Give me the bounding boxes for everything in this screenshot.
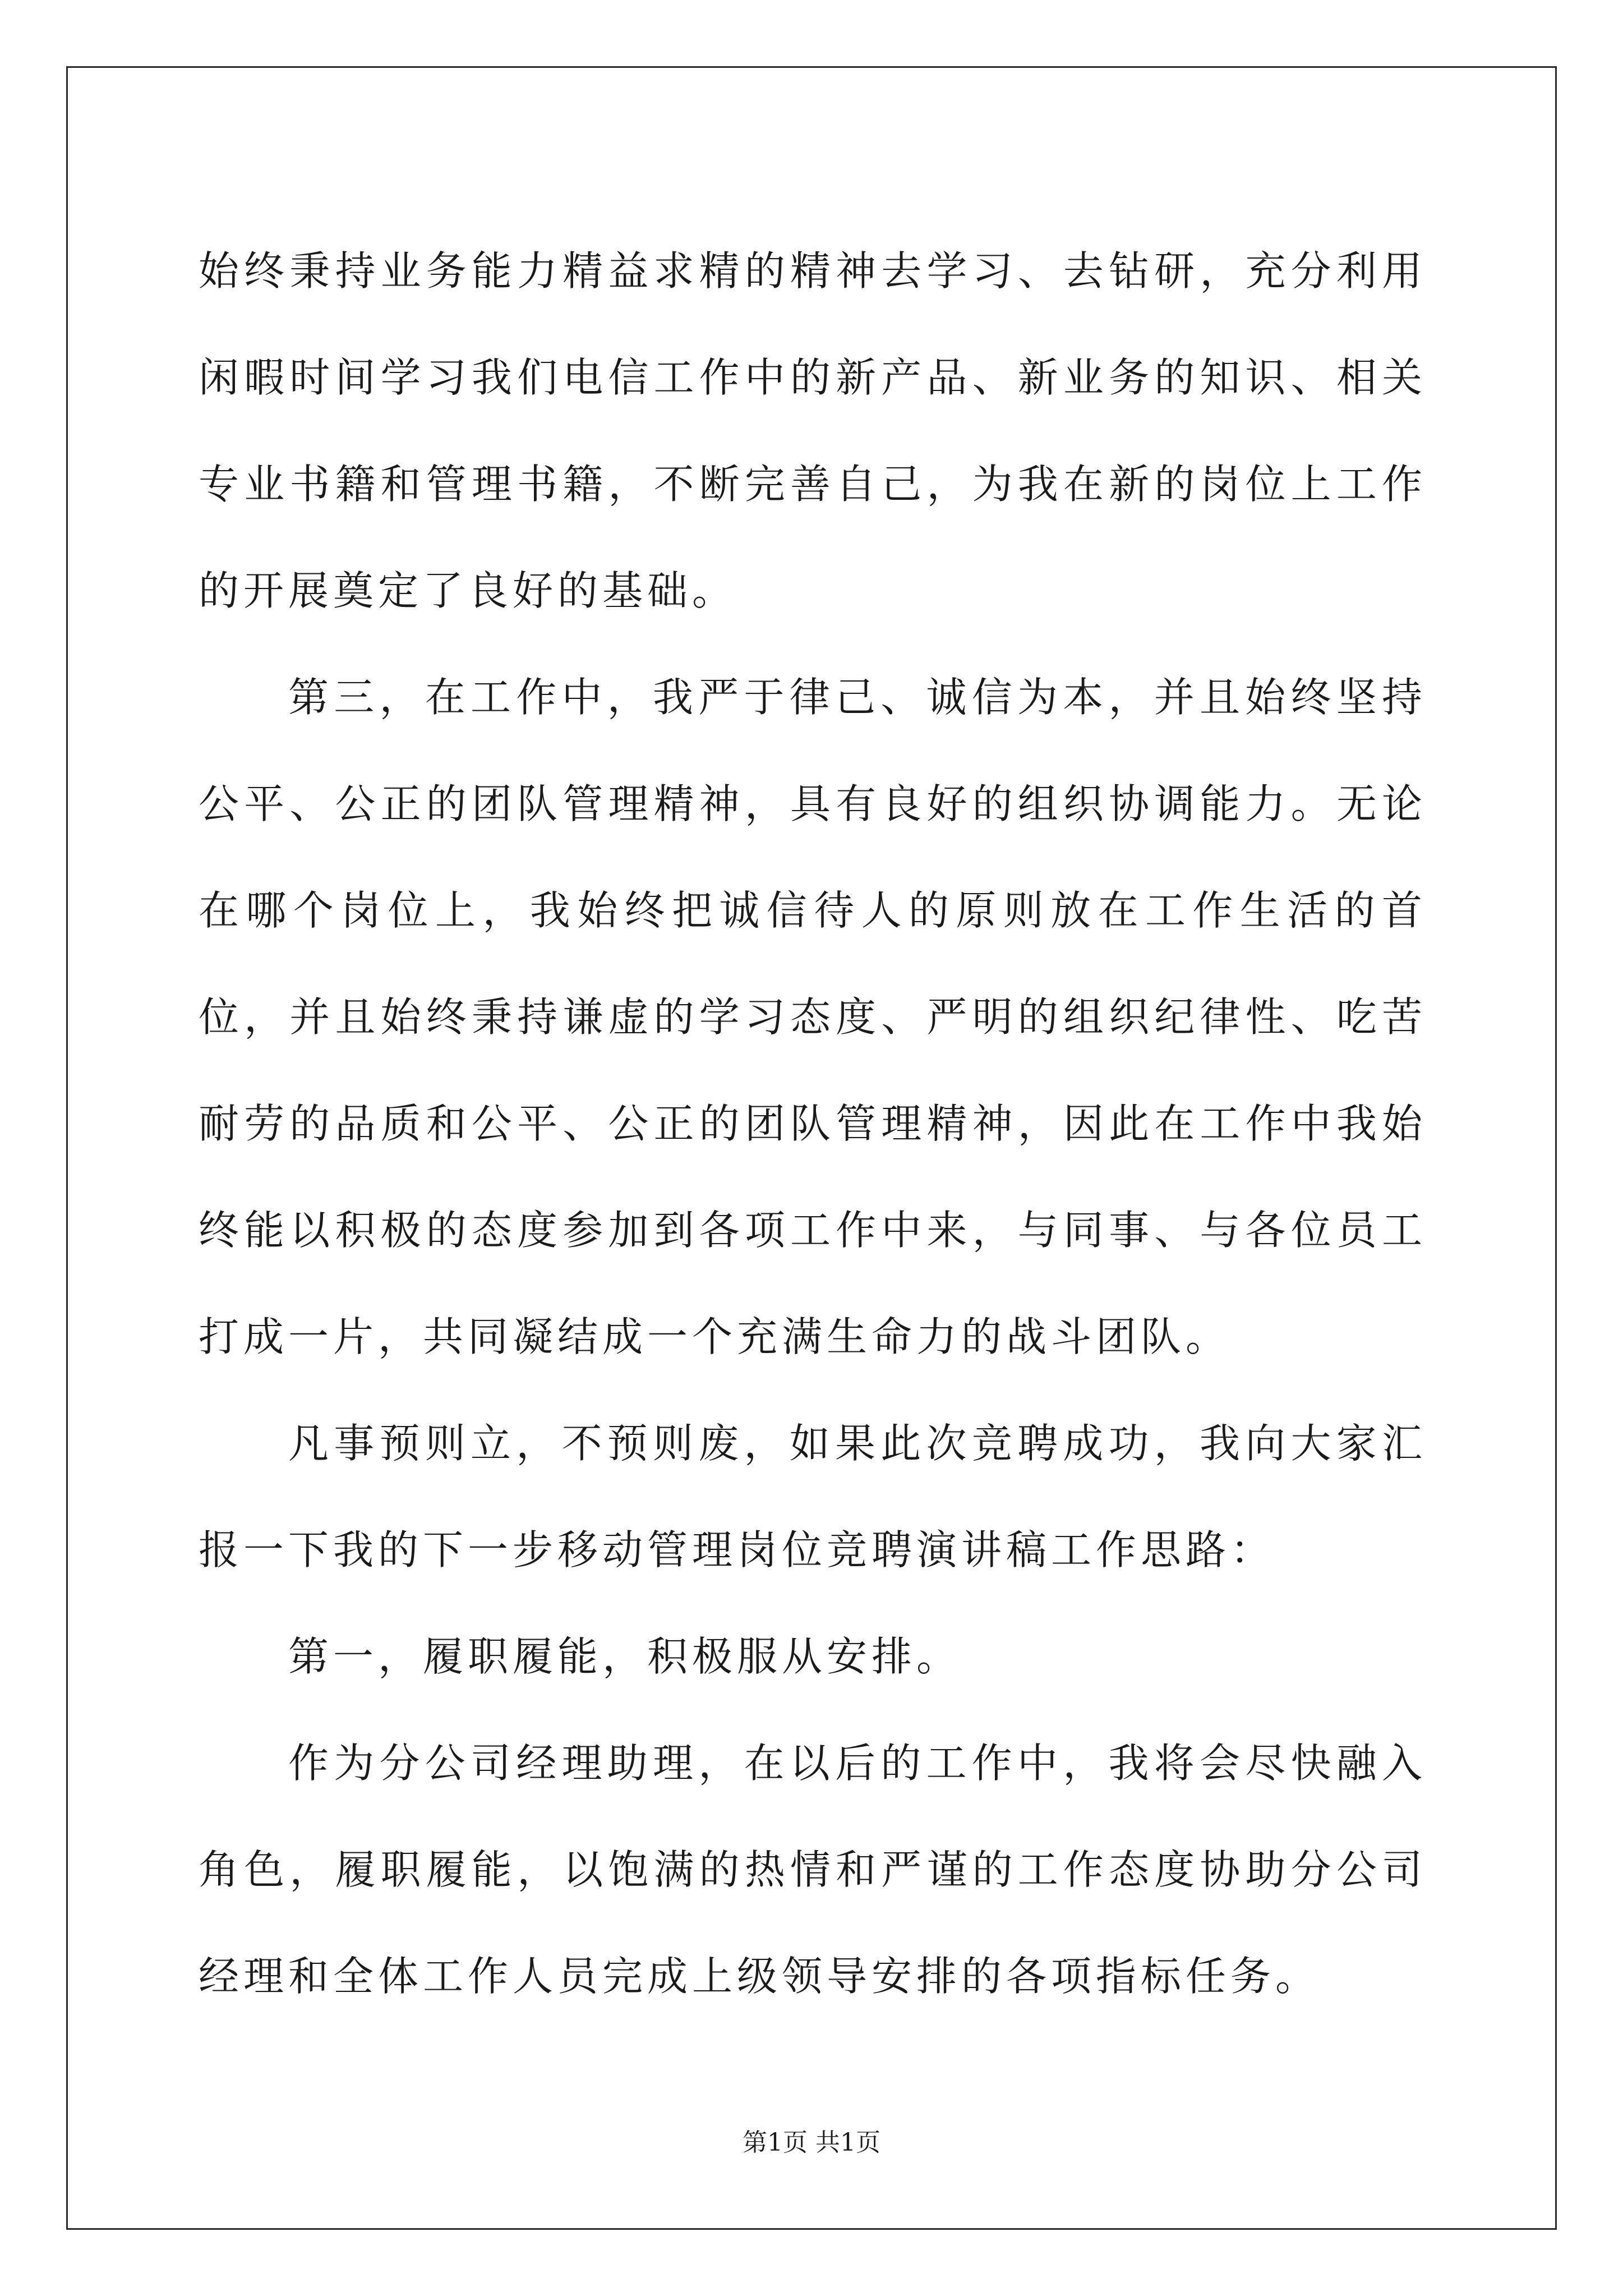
paragraph-4: 第一，履职履能，积极服从安排。 bbox=[288, 1633, 962, 1680]
paragraph-3: 凡事预则立，不预则废，如果此次竞聘成功，我向大家汇报一下我的下一步移动管理岗位竞聘演讲稿工作思路： bbox=[199, 1420, 1427, 1573]
paragraph-2: 第三，在工作中，我严于律己、诚信为本，并且始终坚持公平、公正的团队管理精神，具有良好的组织协调能力。无论在哪个岗位上，我始终把诚信待人的原则放在工作生活的首位，并且始终秉持谦虚的学习态度、严明的组织纪律性、吃苦耐劳的品质和公平、公正的团队管理精神，因此在工作中我始终能以积极的态度参加到各项工作中来，与同事、与各位员工打成一片，共同凝结成一个充满生命力的战斗团队。 bbox=[199, 674, 1427, 1360]
page-footer: 第1页 共1页 bbox=[743, 2128, 880, 2157]
paragraph-1: 始终秉持业务能力精益求精的精神去学习、去钻研，充分利用闲暇时间学习我们电信工作中的新产品、新业务的知识、相关专业书籍和管理书籍，不断完善自己，为我在新的岗位上工作的开展奠定了良好的基础。 bbox=[199, 247, 1427, 614]
paragraph-5: 作为分公司经理助理，在以后的工作中，我将会尽快融入角色，履职履能，以饱满的热情和严谨的工作态度协助分公司经理和全体工作人员完成上级领导安排的各项指标任务。 bbox=[199, 1740, 1427, 2000]
document-body bbox=[199, 218, 1427, 2030]
